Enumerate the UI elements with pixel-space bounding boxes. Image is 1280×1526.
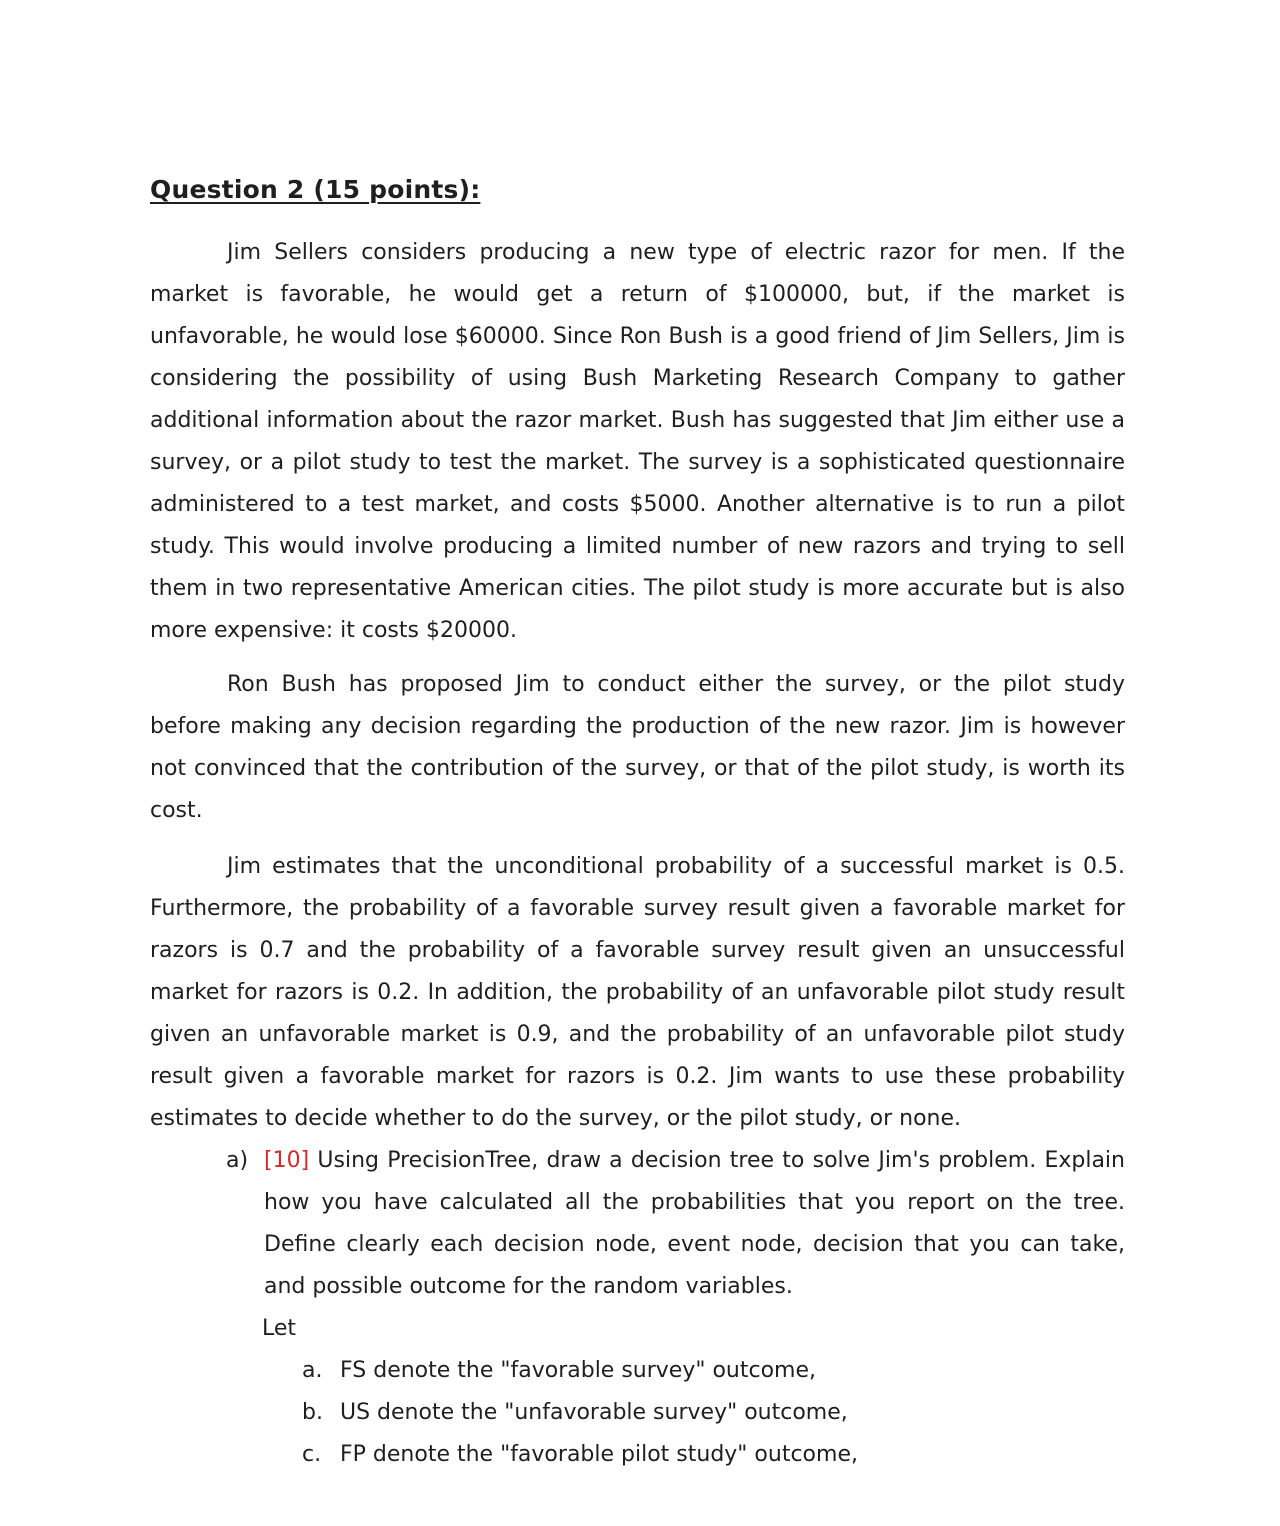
definition-list	[150, 1350, 1125, 1476]
paragraph-scenario: Jim Sellers considers producing a new type of electric razor for men. If the market is favorable, he would get a return of $100000, but, if the market is unfavorable, he would lose $60000. Since Ron Bush is a good friend of Jim Sellers, Jim is considering the possibility of using Bush Marketing Research Company to gather additional information about the razor market. Bush has suggested that Jim either use a survey, or a pilot study to test the market. The survey is a sophisticated questionnaire administered to a test market, and costs $5000. Another alternative is to run a pilot study. This would involve producing a limited number of new razors and trying to sell them in two representative American cities. The pilot study is more accurate but is also more expensive: it costs $20000.	[150, 240, 1125, 643]
definition-marker: b.	[302, 1400, 323, 1425]
definition-item	[302, 1392, 1125, 1434]
let-label: Let	[262, 1316, 297, 1341]
points-badge: [10]	[264, 1148, 310, 1173]
definition-item	[302, 1350, 1125, 1392]
paragraph-proposal: Ron Bush has proposed Jim to conduct either the survey, or the pilot study before making any decision regarding the production of the new razor. Jim is however not convinced that the contribution of the survey, or that of the pilot study, is worth its cost.	[150, 672, 1125, 823]
definition-marker: c.	[302, 1442, 322, 1467]
definition-item	[302, 1434, 1125, 1476]
subquestion-a	[226, 1140, 1125, 1308]
document-page	[150, 168, 1125, 1476]
subquestion-marker: a)	[226, 1148, 249, 1173]
definition-text: FS denote the "favorable survey" outcome,	[340, 1358, 817, 1383]
paragraph-probabilities: Jim estimates that the unconditional probability of a successful market is 0.5. Furthermore, the probability of a favorable survey result given a favorable market for razors is 0.7 and the probability of a favorable survey result given an unsuccessful market for razors is 0.2. In addition, the probability of an unfavorable pilot study result given an unfavorable market is 0.9, and the probability of an unfavorable pilot study result given a favorable market for razors is 0.2. Jim wants to use these probability estimates to decide whether to do the survey, or the pilot study, or none.	[150, 854, 1125, 1131]
question-heading: Question 2 (15 points):	[150, 175, 481, 204]
definition-text: US denote the "unfavorable survey" outcome,	[340, 1400, 848, 1425]
definition-text: FP denote the "favorable pilot study" outcome,	[340, 1442, 858, 1467]
definition-marker: a.	[302, 1358, 323, 1383]
subquestion-text: Using PrecisionTree, draw a decision tree to solve Jim's problem. Explain how you have calculated all the probabilities that you report on the tree. Define clearly each decision node, event node, decision that you can take, and possible outcome for the random variables.	[264, 1148, 1125, 1299]
